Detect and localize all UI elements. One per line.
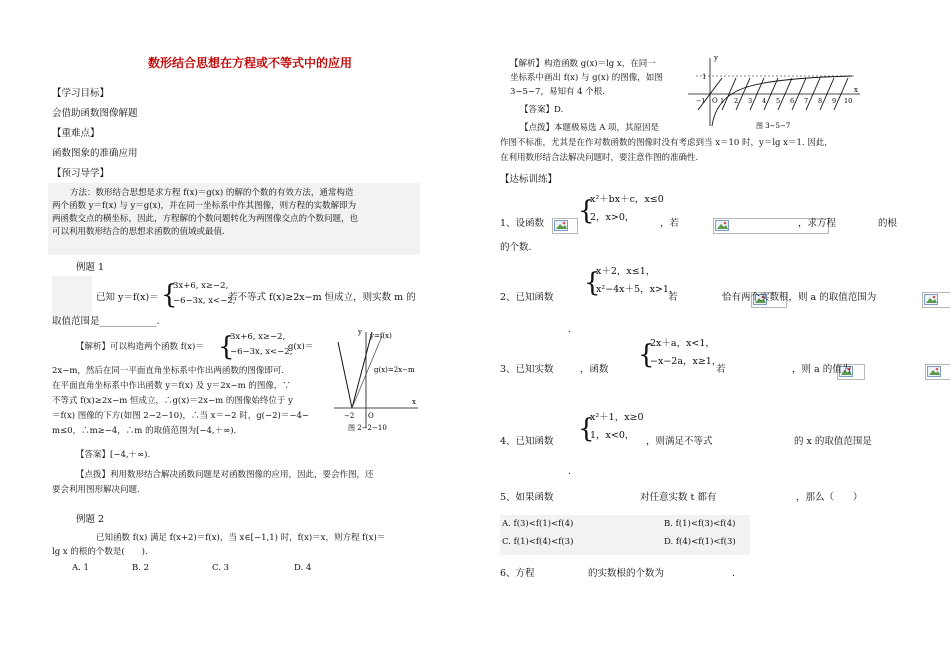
q6-lead: 6、方程 (500, 568, 535, 579)
page-title: 数形结合思想在方程或不等式中的应用 (148, 56, 353, 70)
q5-option: D. f(4)<f(1)<f(3) (664, 537, 736, 547)
broken-image-icon (552, 218, 578, 234)
q4-inequality: ，则满足不等式 (646, 436, 713, 447)
solution2-line: 3−5−7，易知有 4 个根. (510, 87, 605, 97)
q3-func: ，函数 (580, 364, 609, 375)
fig2-tick: −1 (696, 97, 706, 105)
q1-root: 的根 (878, 218, 898, 229)
fig2-tick: 10 (844, 97, 853, 105)
q2-dot: . (568, 324, 572, 335)
case-line: −x−2a，x≥1， (650, 356, 722, 367)
method-line: 两个函数 y＝f(x) 与 y＝g(x)，并在同一坐标系中作其图像，则方程的实数解即为 (52, 201, 357, 211)
solution1-line: 2x−m，然后在同一平面直角坐标系中作出两函数的图像即可. (52, 366, 285, 376)
method-line: 两函数交点的横坐标，因此，方程解的个数问题转化为两图像交点的个数问题，也 (52, 214, 359, 224)
q1-if: ，若 (660, 218, 680, 229)
note1-line: 【点拨】利用数形结合解决函数问题是对函数图像的应用，因此，要会作图，还 (76, 470, 374, 480)
q3-value: ，则 a 的值为 (792, 364, 852, 375)
key-label: 【重难点】 (52, 128, 100, 139)
case-line: −6−3x, x<−2, (173, 296, 236, 306)
example1-text: 已知 y＝f(x)＝ (96, 292, 159, 303)
figure-2-2-10 (330, 322, 420, 432)
case-line: 3x+6, x≥−2, (173, 281, 229, 291)
brace-symbol: { (584, 268, 601, 298)
case-line: 3x+6, x≥−2, (230, 332, 286, 342)
q1-solve: ，求方程 (798, 218, 837, 229)
case-line: 1，x<0， (590, 430, 635, 441)
brace-symbol: { (161, 280, 178, 310)
case-line: x²−4x＋5，x>1， (596, 284, 679, 295)
solution1-line: m≤0，∴m≥−4，∴m 的取值范围为[−4,＋∞). (52, 426, 237, 436)
solution1-gx: g(x)＝ (288, 342, 314, 352)
q1-count: 的个数. (500, 242, 532, 253)
q1-lead: 1、设函数 (500, 218, 545, 229)
q3-lead: 3、已知实数 (500, 364, 554, 375)
fig2-tick: 1 (720, 97, 725, 105)
case-line: x²＋1，x≥0 (590, 412, 644, 423)
broken-image-icon (925, 364, 950, 380)
goal-label: 【学习目标】 (52, 88, 110, 99)
fig2-tick: 9 (832, 97, 837, 105)
broken-image-icon (922, 292, 950, 308)
fig2-y-label: y (714, 54, 718, 62)
q5-then: ，那么（ ） (796, 492, 863, 503)
fig2-tick: 3 (748, 97, 753, 105)
case-line: −6−3x, x<−2, (230, 347, 293, 357)
q2-if: 若 (668, 292, 678, 303)
q2-condition: 恰有两个实数根，则 a 的取值范围为 (722, 292, 877, 303)
method-line: 方法：数形结合思想是求方程 f(x)＝g(x) 的解的个数的有效方法，通常构造 (70, 188, 354, 198)
q2-lead: 2、已知函数 (500, 292, 554, 303)
method-line: 可以利用数形结合的思想求函数的值域或最值. (52, 227, 225, 237)
example1-label: 例题 1 (76, 262, 105, 273)
fig2-caption: 图 3−5−7 (756, 122, 791, 130)
fig2-tick: 4 (762, 97, 767, 105)
example2-option: C. 3 (212, 563, 230, 573)
fig2-y-tick: 1 (702, 73, 707, 81)
solution1-line: ＝f(x) 图像的下方(如图 2−2−10)，∴当 x＝−2 时，g(−2)＝−4− (52, 411, 309, 421)
fig2-x-label: x (854, 86, 858, 94)
fig1-origin: O (368, 412, 374, 420)
goal-text: 会借助函数图像解题 (52, 108, 138, 119)
brace-symbol: { (578, 414, 595, 444)
q4-lead: 4、已知函数 (500, 436, 554, 447)
example2-line: lg x 的根的个数是( ). (52, 547, 148, 557)
case-line: 2x＋a，x<1， (650, 338, 715, 349)
q5-option: A. f(3)<f(1)<f(4) (502, 519, 574, 529)
brace-symbol: { (218, 332, 235, 362)
fig1-fx-label: y=f(x) (370, 332, 392, 340)
fig2-tick: 6 (790, 97, 795, 105)
fig2-tick: 8 (818, 97, 823, 105)
solution1-line: 在平面直角坐标系中作出函数 y＝f(x) 及 y＝2x−m 的图像，∵ (52, 381, 291, 391)
solution1-lead: 【解析】可以构造两个函数 f(x)＝ (76, 342, 204, 352)
brace-symbol: { (638, 340, 655, 370)
example1-condition: 若不等式 f(x)≥2x−m 恒成立，则实数 m 的 (228, 292, 416, 303)
brace-symbol: { (578, 196, 595, 226)
fig2-origin: O (712, 97, 718, 105)
solution1-line: 不等式 f(x)≥2x−m 恒成立，∴g(x)＝2x−m 的图像始终位于 y (52, 396, 293, 406)
key-text: 函数图象的准确应用 (52, 148, 138, 159)
example2-option: A. 1 (72, 563, 89, 573)
fig1-gx-label: g(x)=2x−m (374, 366, 415, 374)
note2-line: 【点拨】本题极易选 A 项，其原因是 (520, 123, 660, 133)
scan-smudge (52, 276, 92, 316)
q5-lead: 5、如果函数 (500, 492, 554, 503)
q4-range: 的 x 的取值范围是 (794, 436, 872, 447)
example2-option: D. 4 (294, 563, 312, 573)
answer1: 【答案】[−4,＋∞). (76, 450, 151, 460)
fig1-y-label: y (358, 328, 362, 336)
example1-blank: 取值范围是____________. (52, 316, 160, 327)
example2-option: B. 2 (132, 563, 150, 573)
case-line: x＋2，x≤1， (596, 266, 656, 277)
note2-line: 在利用数形结合法解决问题时，要注意作图的准确性. (500, 153, 699, 163)
figure-3-5-7 (684, 52, 864, 130)
q6-dot: . (732, 568, 736, 579)
q5-option: B. f(1)<f(3)<f(4) (664, 519, 736, 529)
q5-option: C. f(1)<f(4)<f(3) (502, 537, 574, 547)
practice-label: 【达标训练】 (500, 174, 558, 185)
solution2-line: 坐标系中画出 f(x) 与 g(x) 的图像，如图 (510, 73, 663, 83)
preview-label: 【预习导学】 (52, 168, 110, 179)
fig1-tick: −2 (344, 412, 355, 420)
example2-line: 已知函数 f(x) 满足 f(x+2)＝f(x)，当 x∈[−1,1) 时，f(x)＝x，则方程 f(x)＝ (96, 533, 386, 543)
method-block (48, 183, 420, 255)
case-line: 2，x>0， (590, 212, 635, 223)
q4-dot: . (568, 466, 572, 477)
fig2-tick: 7 (804, 97, 809, 105)
solution2-line: 【解析】构造函数 g(x)＝lg x，在同一 (510, 59, 656, 69)
q5-condition: 对任意实数 t 都有 (640, 492, 717, 503)
answer2: 【答案】D. (520, 105, 564, 115)
example2-label: 例题 2 (76, 514, 105, 525)
fig1-caption: 图 2−2−10 (348, 424, 387, 432)
case-line: x²＋bx＋c，x≤0 (590, 194, 664, 205)
fig2-tick: 5 (776, 97, 781, 105)
q3-if: 若 (716, 364, 726, 375)
note1-line: 要会利用图形解决问题. (52, 485, 140, 495)
note2-line: 作图不标准，尤其是在作对数函数的图像时没有考虑到当 x＝10 时，y＝lg x＝1. 因此， (500, 138, 833, 148)
fig1-x-label: x (412, 398, 416, 406)
fig2-tick: 2 (734, 97, 739, 105)
q6-count: 的实数根的个数为 (588, 568, 665, 579)
